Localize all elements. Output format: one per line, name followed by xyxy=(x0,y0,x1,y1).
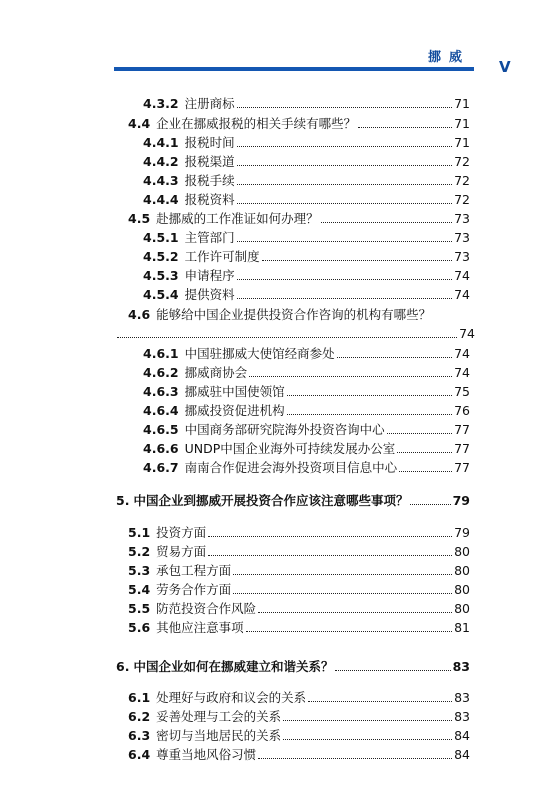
toc-number: 6.1 xyxy=(128,690,151,705)
toc-number: 4.6.4 xyxy=(143,403,179,418)
toc-number: 4.6.5 xyxy=(143,422,179,437)
toc-leader xyxy=(283,720,452,721)
toc-page: 79 xyxy=(454,525,470,540)
toc-number: 4.4 xyxy=(128,116,151,131)
toc-page: 79 xyxy=(452,493,470,508)
toc-number: 5.5 xyxy=(128,601,151,616)
toc-title: 贸易方面 xyxy=(156,544,207,559)
toc-title: 中国驻挪威大使馆经商参处 xyxy=(184,346,335,361)
toc-number: 4.6.1 xyxy=(143,346,179,361)
toc-number: 5.2 xyxy=(128,544,151,559)
toc-entry-continuation[interactable] xyxy=(117,322,475,342)
toc-title: 防范投资合作风险 xyxy=(156,601,257,616)
toc-leader xyxy=(117,337,457,338)
toc-leader xyxy=(358,127,452,128)
toc-entry[interactable] xyxy=(143,188,470,208)
toc-entry[interactable] xyxy=(143,226,470,246)
toc-number: 4.4.1 xyxy=(143,135,179,150)
toc-page: 72 xyxy=(454,192,470,207)
toc-title: 处理好与政府和议会的关系 xyxy=(156,690,307,705)
toc-entry[interactable] xyxy=(143,456,470,476)
toc-entry[interactable] xyxy=(128,207,470,227)
toc-title: 报税手续 xyxy=(184,173,235,188)
toc-number: 4.5.2 xyxy=(143,249,179,264)
toc-leader xyxy=(208,555,452,556)
toc-number: 5. xyxy=(116,493,130,508)
toc-page: 74 xyxy=(454,287,470,302)
toc-page: 74 xyxy=(454,346,470,361)
toc-page: 73 xyxy=(454,249,470,264)
toc-page: 72 xyxy=(454,173,470,188)
toc-number: 4.6.7 xyxy=(143,460,179,475)
toc-number: 6.2 xyxy=(128,709,151,724)
toc-page: 74 xyxy=(459,326,475,341)
toc-entry[interactable] xyxy=(128,112,470,132)
toc-leader xyxy=(397,452,452,453)
toc-leader xyxy=(387,433,452,434)
toc-number: 5.1 xyxy=(128,525,151,540)
toc-leader xyxy=(237,165,452,166)
toc-leader xyxy=(321,222,452,223)
toc-leader xyxy=(233,574,452,575)
toc-page: 74 xyxy=(454,268,470,283)
toc-title: 报税资料 xyxy=(184,192,235,207)
toc-entry[interactable] xyxy=(143,342,470,362)
toc-number: 4.4.3 xyxy=(143,173,179,188)
toc-number: 6. xyxy=(116,659,130,674)
toc-entry[interactable] xyxy=(143,245,470,265)
toc-entry[interactable] xyxy=(143,264,470,284)
toc-number: 4.6.2 xyxy=(143,365,179,380)
toc-leader xyxy=(249,376,452,377)
toc-title: 挪威投资促进机构 xyxy=(184,403,285,418)
toc-number: 6.3 xyxy=(128,728,151,743)
toc-entry[interactable] xyxy=(143,399,470,419)
toc-title: 主管部门 xyxy=(184,230,235,245)
toc-title: 劳务合作方面 xyxy=(156,582,232,597)
toc-leader xyxy=(399,471,452,472)
toc-entry[interactable] xyxy=(143,283,470,303)
toc-entry[interactable] xyxy=(128,540,470,560)
toc-entry[interactable] xyxy=(128,521,470,541)
toc-entry[interactable] xyxy=(143,418,470,438)
toc-title: 注册商标 xyxy=(184,96,235,111)
toc-page: 71 xyxy=(454,96,470,111)
toc-entry[interactable] xyxy=(128,559,470,579)
toc-title: 报税时间 xyxy=(184,135,235,150)
toc-entry[interactable] xyxy=(128,724,470,744)
toc-entry[interactable] xyxy=(128,705,470,725)
toc-page: 80 xyxy=(454,563,470,578)
toc-leader xyxy=(262,260,452,261)
toc-leader xyxy=(335,670,450,671)
toc-page: 81 xyxy=(454,620,470,635)
toc-page: 77 xyxy=(454,460,470,475)
toc-leader xyxy=(246,631,452,632)
toc-entry[interactable] xyxy=(143,131,470,151)
toc-page: 75 xyxy=(454,384,470,399)
toc-leader xyxy=(287,414,452,415)
toc-page: 83 xyxy=(454,690,470,705)
toc-title: 中国企业到挪威开展投资合作应该注意哪些事项？ xyxy=(133,493,409,508)
toc-entry[interactable] xyxy=(128,616,470,636)
header-rule xyxy=(114,67,474,71)
toc-entry[interactable] xyxy=(143,92,470,112)
toc-leader xyxy=(287,395,452,396)
toc-leader xyxy=(237,279,452,280)
toc-leader xyxy=(410,504,450,505)
toc-title: 中国商务部研究院海外投资咨询中心 xyxy=(184,422,385,437)
toc-title: 能够给中国企业提供投资合作咨询的机构有哪些？ xyxy=(156,307,432,322)
toc-leader xyxy=(237,107,452,108)
toc-entry[interactable] xyxy=(143,380,470,400)
toc-number: 6.4 xyxy=(128,747,151,762)
toc-leader xyxy=(337,357,452,358)
toc-leader xyxy=(237,146,452,147)
toc-entry[interactable] xyxy=(128,743,470,763)
toc-number: 4.4.4 xyxy=(143,192,179,207)
toc-entry[interactable] xyxy=(143,361,470,381)
toc-page: 77 xyxy=(454,422,470,437)
toc-page: 80 xyxy=(454,601,470,616)
toc-title: 企业在挪威报税的相关手续有哪些？ xyxy=(156,116,357,131)
toc-leader xyxy=(208,536,452,537)
toc-title: 挪威驻中国使领馆 xyxy=(184,384,285,399)
toc-page: 84 xyxy=(454,747,470,762)
toc-entry[interactable] xyxy=(143,437,470,457)
toc-number: 4.5.3 xyxy=(143,268,179,283)
toc-page: 72 xyxy=(454,154,470,169)
toc-title: 中国企业如何在挪威建立和谐关系？ xyxy=(133,659,334,674)
toc-title: 承包工程方面 xyxy=(156,563,232,578)
toc-title: 南南合作促进会海外投资项目信息中心 xyxy=(184,460,398,475)
toc-entry[interactable] xyxy=(128,578,470,598)
toc-entry[interactable] xyxy=(128,597,470,617)
toc-title: 申请程序 xyxy=(184,268,235,283)
toc-number: 4.3.2 xyxy=(143,96,179,111)
toc-leader xyxy=(258,758,452,759)
toc-page: 73 xyxy=(454,211,470,226)
toc-leader xyxy=(233,593,452,594)
toc-title: 提供资料 xyxy=(184,287,235,302)
toc-chapter-entry[interactable] xyxy=(116,489,470,509)
toc-number: 4.6 xyxy=(128,307,151,322)
toc-number: 4.5.4 xyxy=(143,287,179,302)
toc-title: 工作许可制度 xyxy=(184,249,260,264)
toc-leader xyxy=(258,612,452,613)
toc-page: 80 xyxy=(454,582,470,597)
toc-page: 84 xyxy=(454,728,470,743)
toc-entry[interactable] xyxy=(128,303,473,323)
toc-title: 赴挪威的工作准证如何办理？ xyxy=(156,211,319,226)
toc-leader xyxy=(237,203,452,204)
toc-leader xyxy=(237,298,452,299)
page-number-roman: V xyxy=(499,58,511,76)
running-header-title: 挪威 xyxy=(428,50,471,65)
toc-number: 5.6 xyxy=(128,620,151,635)
toc-leader xyxy=(237,241,452,242)
toc-title: 挪威商协会 xyxy=(184,365,248,380)
toc-leader xyxy=(308,701,452,702)
toc-page: 74 xyxy=(454,365,470,380)
toc-number: 4.6.3 xyxy=(143,384,179,399)
toc-number: 4.6.6 xyxy=(143,441,179,456)
toc-title: 妥善处理与工会的关系 xyxy=(156,709,282,724)
toc-entry[interactable] xyxy=(143,150,470,170)
toc-page: 77 xyxy=(454,441,470,456)
toc-page: 73 xyxy=(454,230,470,245)
toc-number: 4.4.2 xyxy=(143,154,179,169)
toc-number: 5.4 xyxy=(128,582,151,597)
toc-number: 4.5.1 xyxy=(143,230,179,245)
toc-title: UNDP中国企业海外可持续发展办公室 xyxy=(184,441,396,456)
toc-entry[interactable] xyxy=(128,686,470,706)
toc-leader xyxy=(237,184,452,185)
toc-title: 密切与当地居民的关系 xyxy=(156,728,282,743)
toc-number: 5.3 xyxy=(128,563,151,578)
toc-title: 尊重当地风俗习惯 xyxy=(156,747,257,762)
toc-page: 83 xyxy=(454,709,470,724)
toc-page: 76 xyxy=(454,403,470,418)
toc-chapter-entry[interactable] xyxy=(116,655,470,675)
toc-title: 报税渠道 xyxy=(184,154,235,169)
toc-page: 71 xyxy=(454,116,470,131)
toc-entry[interactable] xyxy=(143,169,470,189)
toc-title: 投资方面 xyxy=(156,525,207,540)
toc-page: 80 xyxy=(454,544,470,559)
toc-page: 71 xyxy=(454,135,470,150)
toc-leader xyxy=(283,739,452,740)
toc-title: 其他应注意事项 xyxy=(156,620,244,635)
toc-number: 4.5 xyxy=(128,211,151,226)
toc-page: 83 xyxy=(452,659,470,674)
